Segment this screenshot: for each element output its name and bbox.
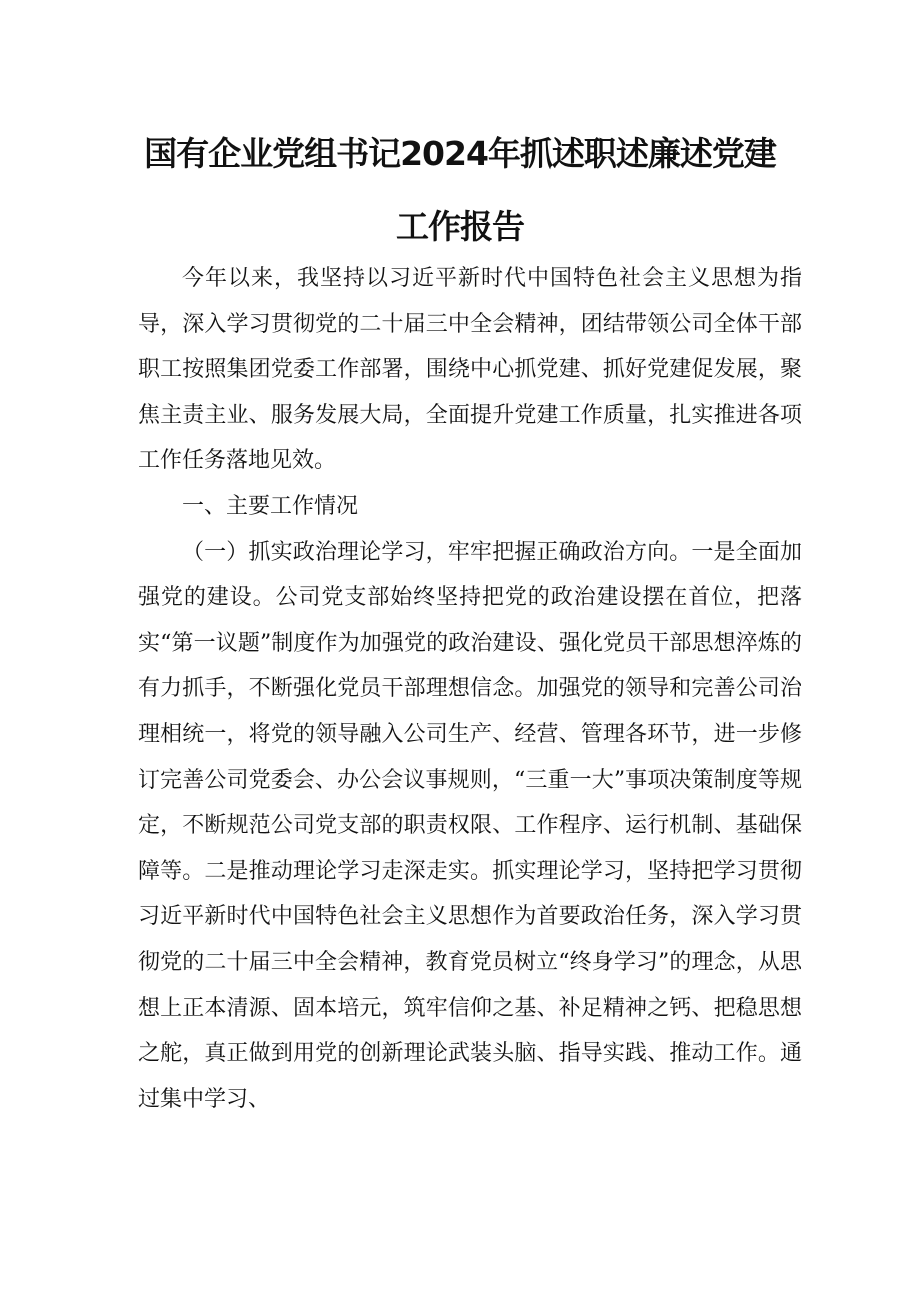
document-title-line-2: 工作报告 [396,207,524,246]
subsection-paragraph-political-study: （一）抓实政治理论学习，牢牢把握正确政治方向。一是全面加强党的建设。公司党支部始终坚持把党的政治建设摆在首位，把落实“第一议题”制度作为加强党的政治建设、强化党员干部思想淬炼的有力抓手，不断强化党员干部理想信念。加强党的领导和完善公司治理相统一，将党的领导融入公司生产、经营、管理各环节，进一步修订完善公司党委会、办公会议事规则，“三重一大”事项决策制度等规定，不断规范公司党支部的职责权限、工作程序、运行机制、基础保障等。二是推动理论学习走深走实。抓实理论学习，坚持把学习贯彻习近平新时代中国特色社会主义思想作为首要政治任务，深入学习贯彻党的二十届三中全会精神，教育党员树立“终身学习”的理念，从思想上正本清源、固本培元，筑牢信仰之基、补足精神之钙、把稳思想之舵，真正做到用党的创新理论武装头脑、指导实践、推动工作。通过集中学习、 [138,539,802,1112]
section-heading-main-work: 一、主要工作情况 [182,493,359,519]
intro-paragraph: 今年以来，我坚持以习近平新时代中国特色社会主义思想为指导，深入学习贯彻党的二十届三中全会精神，团结带领公司全体干部职工按照集团党委工作部署，围绕中心抓党建、抓好党建促发展，聚焦主责主业、服务发展大局，全面提升党建工作质量，扎实推进各项工作任务落地见效。 [138,266,802,474]
document-title-line-1: 国有企业党组书记2024年抓述职述廉述党建 [144,134,776,173]
document-body [138,256,802,1122]
